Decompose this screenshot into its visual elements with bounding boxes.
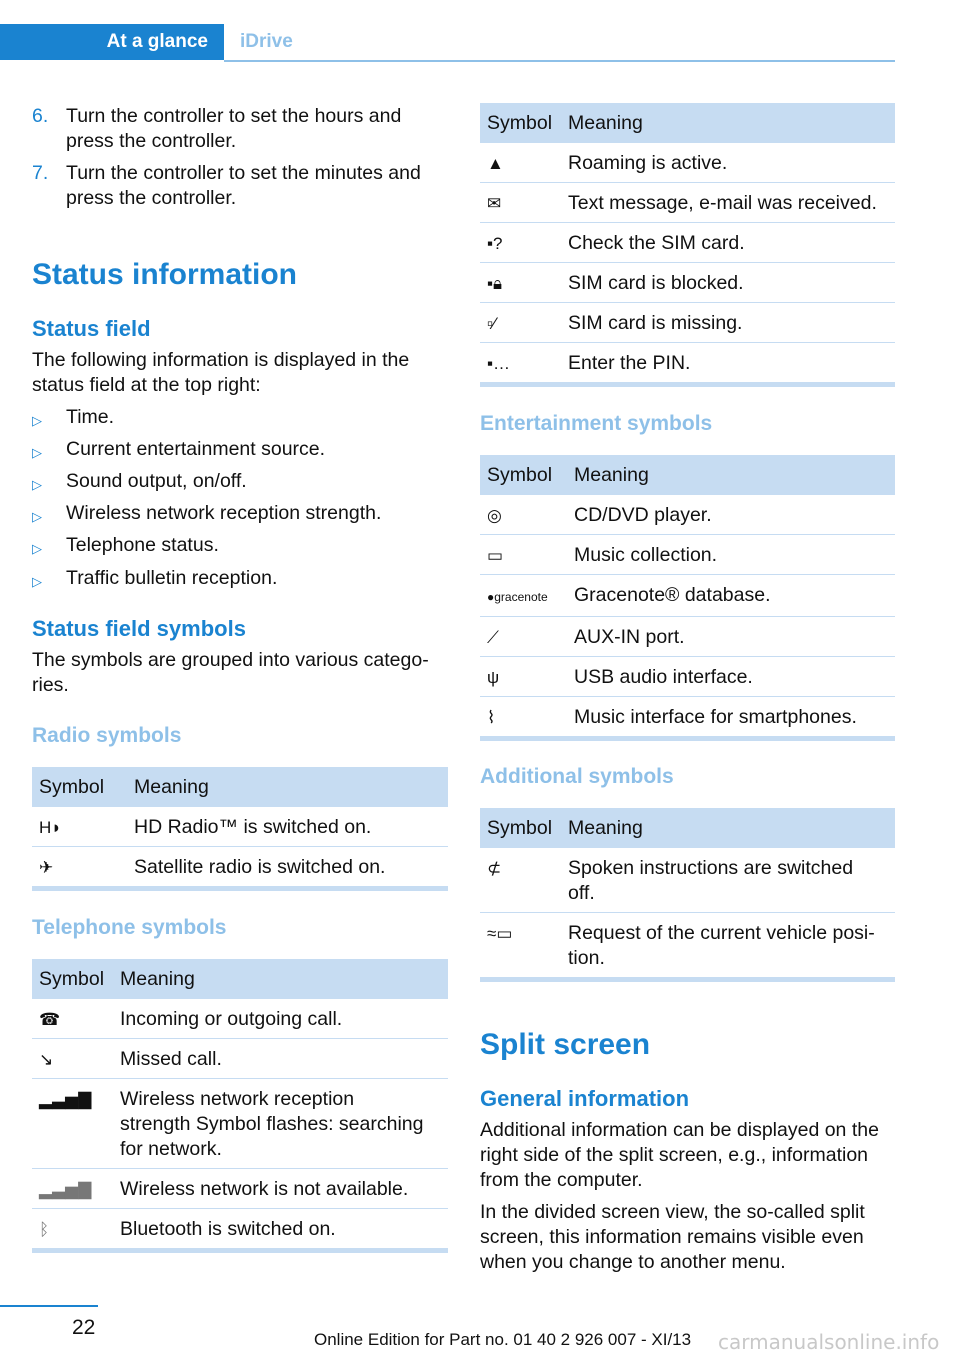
step-number: 7. — [32, 162, 49, 184]
triangle-bullet-icon: ▷ — [32, 413, 42, 428]
table-row: ⟋ AUX-IN port. — [480, 617, 895, 657]
status-field-title: Status field — [32, 316, 151, 341]
status-info-title: Status information — [32, 258, 298, 291]
footer-rule — [0, 1305, 98, 1307]
col-header-symbol: Symbol — [480, 808, 561, 848]
col-header-symbol: Symbol — [480, 455, 567, 495]
edition-note: Online Edition for Part no. 01 40 2 926 007 - XI/13 — [314, 1330, 692, 1349]
telephone-symbols-table-continued — [480, 103, 895, 387]
table-row: ▲ Roaming is active. — [480, 143, 895, 183]
status-symbols-title: Status field symbols — [32, 616, 246, 641]
signal-strength-icon: ▂▃▅▇ — [39, 1090, 92, 1109]
radio-symbols-title: Radio symbols — [32, 724, 182, 747]
triangle-bullet-icon: ▷ — [32, 477, 42, 492]
music-collection-icon: ▭ — [487, 546, 504, 565]
cd-dvd-icon: ◎ — [487, 506, 502, 525]
general-info-title: General information — [480, 1086, 690, 1111]
triangle-bullet-icon: ▷ — [32, 445, 42, 460]
header-rule — [224, 60, 895, 62]
col-header-meaning: Meaning — [127, 767, 448, 807]
table-row: ▫⁄ SIM card is missing. — [480, 303, 895, 343]
voice-off-icon: ⊄ — [487, 859, 502, 878]
table-row: ✉ Text message, e-mail was received. — [480, 183, 895, 223]
entertainment-symbols-table — [480, 455, 895, 741]
hd-radio-icon: H◗ — [39, 818, 62, 837]
table-row: ◎ CD/DVD player. — [480, 495, 895, 535]
bluetooth-icon: ᛒ — [39, 1220, 50, 1239]
table-row: ᛒ Bluetooth is switched on. — [32, 1209, 448, 1251]
split-paragraph-2: In the divided screen view, the so-called split screen, this information remains visible even when you change to another menu. — [480, 1201, 865, 1273]
split-screen-title: Split screen — [480, 1028, 651, 1061]
table-row — [32, 1079, 448, 1169]
no-network-icon: ▂▃▅▇ — [39, 1180, 92, 1199]
message-icon: ✉ — [487, 194, 502, 213]
table-row: ▪… Enter the PIN. — [480, 343, 895, 385]
col-header-symbol: Symbol — [32, 959, 113, 999]
col-header-meaning: Meaning — [567, 455, 895, 495]
page-number: 22 — [72, 1316, 96, 1339]
triangle-bullet-icon: ▷ — [32, 574, 42, 589]
table-row: ↘ Missed call. — [32, 1039, 448, 1079]
table-row: ▂▃▅▇ Wireless network is not available. — [32, 1169, 448, 1209]
table-row: ▪? Check the SIM card. — [480, 223, 895, 263]
radio-symbols-table — [32, 767, 448, 891]
telephone-symbols-title: Telephone symbols — [32, 916, 227, 939]
table-row — [480, 913, 895, 980]
sim-missing-icon: ▫⁄ — [487, 314, 496, 333]
usb-icon: ψ — [487, 668, 500, 687]
additional-symbols-title: Additional symbols — [480, 765, 674, 788]
table-row — [480, 848, 895, 913]
telephone-symbols-table — [32, 959, 448, 1253]
satellite-radio-icon: ✈ — [39, 858, 54, 877]
aux-in-icon: ⟋ — [487, 628, 499, 647]
watermark: carmanualsonline.info — [718, 1330, 940, 1354]
table-row: H◗ HD Radio™ is switched on. — [32, 807, 448, 847]
additional-symbols-table — [480, 808, 895, 982]
triangle-bullet-icon: ▷ — [32, 509, 42, 524]
vehicle-position-meaning: Request of the current vehicle posi- tion. — [561, 913, 895, 980]
signal-meaning: Wireless network reception strength Symbol flashes: searching for network. — [113, 1079, 448, 1169]
step-number: 6. — [32, 105, 49, 127]
col-header-symbol: Symbol — [480, 103, 561, 143]
section-tab: At a glance — [0, 24, 224, 60]
triangle-bullet-icon: ▷ — [32, 541, 42, 556]
split-paragraph-1: Additional information can be displayed on the right side of the split screen, e.g., information from the computer. — [480, 1119, 879, 1191]
gracenote-icon: ●gracenote — [487, 590, 548, 604]
sim-check-icon: ▪? — [487, 234, 503, 253]
missed-call-icon: ↘ — [39, 1050, 54, 1069]
entertainment-symbols-title: Entertainment symbols — [480, 412, 713, 435]
status-field-intro: The following information is displayed in the status field at the top right: — [32, 349, 410, 396]
table-row: ⌇ Music interface for smartphones. — [480, 697, 895, 739]
col-header-meaning: Meaning — [561, 103, 895, 143]
roaming-icon: ▲ — [487, 154, 504, 173]
col-header-meaning: Meaning — [561, 808, 895, 848]
pin-icon: ▪… — [487, 354, 511, 373]
step-text: Turn the controller to set the minutes and press the controller. — [66, 162, 421, 209]
step-text: Turn the controller to set the hours and press the controller. — [66, 105, 402, 152]
table-row: ▭ Music collection. — [480, 535, 895, 575]
col-header-meaning: Meaning — [113, 959, 448, 999]
voice-off-meaning: Spoken instructions are switched off. — [561, 848, 895, 913]
phone-call-icon: ☎ — [39, 1010, 61, 1029]
vehicle-position-icon: ≈▭ — [487, 924, 513, 943]
status-symbols-intro: The symbols are grouped into various catego- ries. — [32, 649, 429, 696]
smartphone-music-icon: ⌇ — [487, 708, 496, 727]
page-header — [0, 24, 895, 62]
table-row: ☎ Incoming or outgoing call. — [32, 999, 448, 1039]
col-header-symbol: Symbol — [32, 767, 127, 807]
subsection-tab: iDrive — [240, 31, 293, 52]
sim-blocked-icon: ▪🔒︎ — [487, 274, 503, 293]
table-row: ψ USB audio interface. — [480, 657, 895, 697]
table-row: ✈ Satellite radio is switched on. — [32, 847, 448, 889]
table-row: ●gracenote Gracenote® database. — [480, 575, 895, 617]
table-row: ▪🔒︎ SIM card is blocked. — [480, 263, 895, 303]
